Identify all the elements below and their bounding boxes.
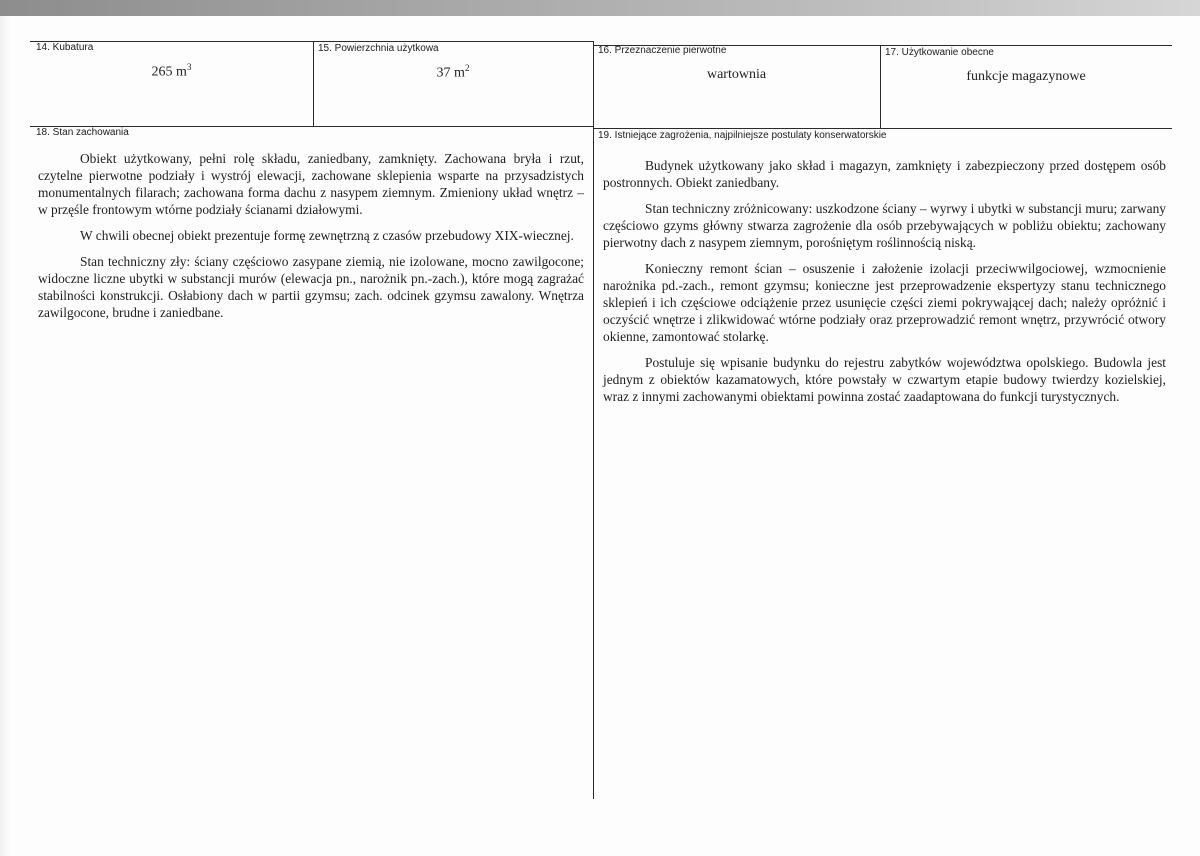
zagrozenia-paragraph-3: Konieczny remont ścian – osuszenie i założenie izolacji przeciwwilgociowej, wzmocnienie narożnika pd.-zach., remont gzymsu; konieczne jest przeprowadzenie ekspertyzy stanu technicznego sklepień i ich częściowe odciążenie przez usunięcie części ziemi pokrywającej dach; należy opróżnić i oczyścić wnętrze i zlikwidować wtórne podziały oraz przeprowadzić remont wnętrz, przywrócić otwory okienne, zamontować stolarkę. bbox=[603, 261, 1166, 344]
stan-zachowania-label: 18. Stan zachowania bbox=[36, 127, 129, 138]
stan-zachowania-text bbox=[38, 150, 584, 330]
stan-zachowania-paragraph-1: Obiekt użytkowany, pełni rolę składu, zaniedbany, zamknięty. Zachowana bryła i rzut, czytelne pierwotne podziały i wystrój elewacji, zachowane sklepienia wsparte na przysadzistych monumentalnych filarach; zachowana forma dachu z nasypem ziemnym. Zmieniony układ wnętrz – w przęśle frontowym wtórne podziały ścianami działowymi. bbox=[38, 151, 584, 217]
kubatura-label: 14. Kubatura bbox=[36, 42, 94, 53]
scan-edge-top bbox=[0, 0, 1200, 16]
powierzchnia-value-text: 37 m bbox=[436, 65, 465, 81]
top-border-left bbox=[30, 41, 593, 42]
scan-edge-left bbox=[0, 16, 10, 856]
zagrozenia-paragraph-2: Stan techniczny zróżnicowany: uszkodzone ściany – wyrwy i ubytki w substancji muru; zarwany częściowo gzyms główny stwarza zagrożenie dla osób przebywających w pobliżu obiektu; zachowany pierwotny dach z nasypem ziemnym, porośniętym roślinnością niską. bbox=[603, 201, 1166, 250]
kubatura-value-text: 265 m bbox=[151, 64, 187, 80]
stan-zachowania-paragraph-2: W chwili obecnej obiekt prezentuje formę zewnętrzną z czasów przebudowy XIX-wiecznej. bbox=[80, 228, 574, 243]
uzytkowanie-value: funkcje magazynowe bbox=[966, 69, 1086, 84]
powierzchnia-unit-exponent: 2 bbox=[464, 63, 470, 73]
zagrozenia-paragraph-1: Budynek użytkowany jako skład i magazyn, zamknięty i zabezpieczony przed dostępem osób postronnych. Obiekt zaniedbany. bbox=[603, 158, 1166, 190]
przeznaczenie-value: wartownia bbox=[706, 67, 767, 82]
zagrozenia-paragraph-4: Postuluje się wpisanie budynku do rejestru zabytków województwa opolskiego. Budowla jest jednym z obiektów kazamatowych, które powstały w czwartym etapie budowy twierdzy kozielskiej, wraz z innymi zachowanymi obiektami powinna zostać zaadaptowana do funkcji turystycznych. bbox=[603, 355, 1166, 404]
divider-col1 bbox=[313, 41, 314, 126]
zagrozenia-text bbox=[603, 157, 1166, 414]
kubatura-value bbox=[30, 62, 313, 81]
powierzchnia-label: 15. Powierzchnia użytkowa bbox=[318, 43, 439, 54]
uzytkowanie-label: 17. Użytkowanie obecne bbox=[885, 47, 994, 58]
powierzchnia-value bbox=[313, 63, 593, 82]
divider-col3 bbox=[880, 45, 881, 128]
stan-zachowania-paragraph-3: Stan techniczny zły: ściany częściowo zasypane ziemią, nie izolowane, mocno zawilgocone; widoczne liczne ubytki w substancji murów (elewacja pn., narożnik pn.-zach.), które mogą zagrażać stabilności konstrukcji. Osłabiony dach w partii gzymsu; zach. odcinek gzymsu zawalony. Wnętrza zawilgocone, brudne i zaniedbane. bbox=[38, 254, 584, 320]
divider-center bbox=[593, 41, 594, 799]
row-divider-right bbox=[593, 128, 1172, 129]
zagrozenia-label: 19. Istniejące zagrożenia, najpilniejsze postulaty konserwatorskie bbox=[598, 130, 887, 141]
kubatura-unit-exponent: 3 bbox=[186, 62, 192, 72]
przeznaczenie-label: 16. Przeznaczenie pierwotne bbox=[598, 45, 727, 56]
